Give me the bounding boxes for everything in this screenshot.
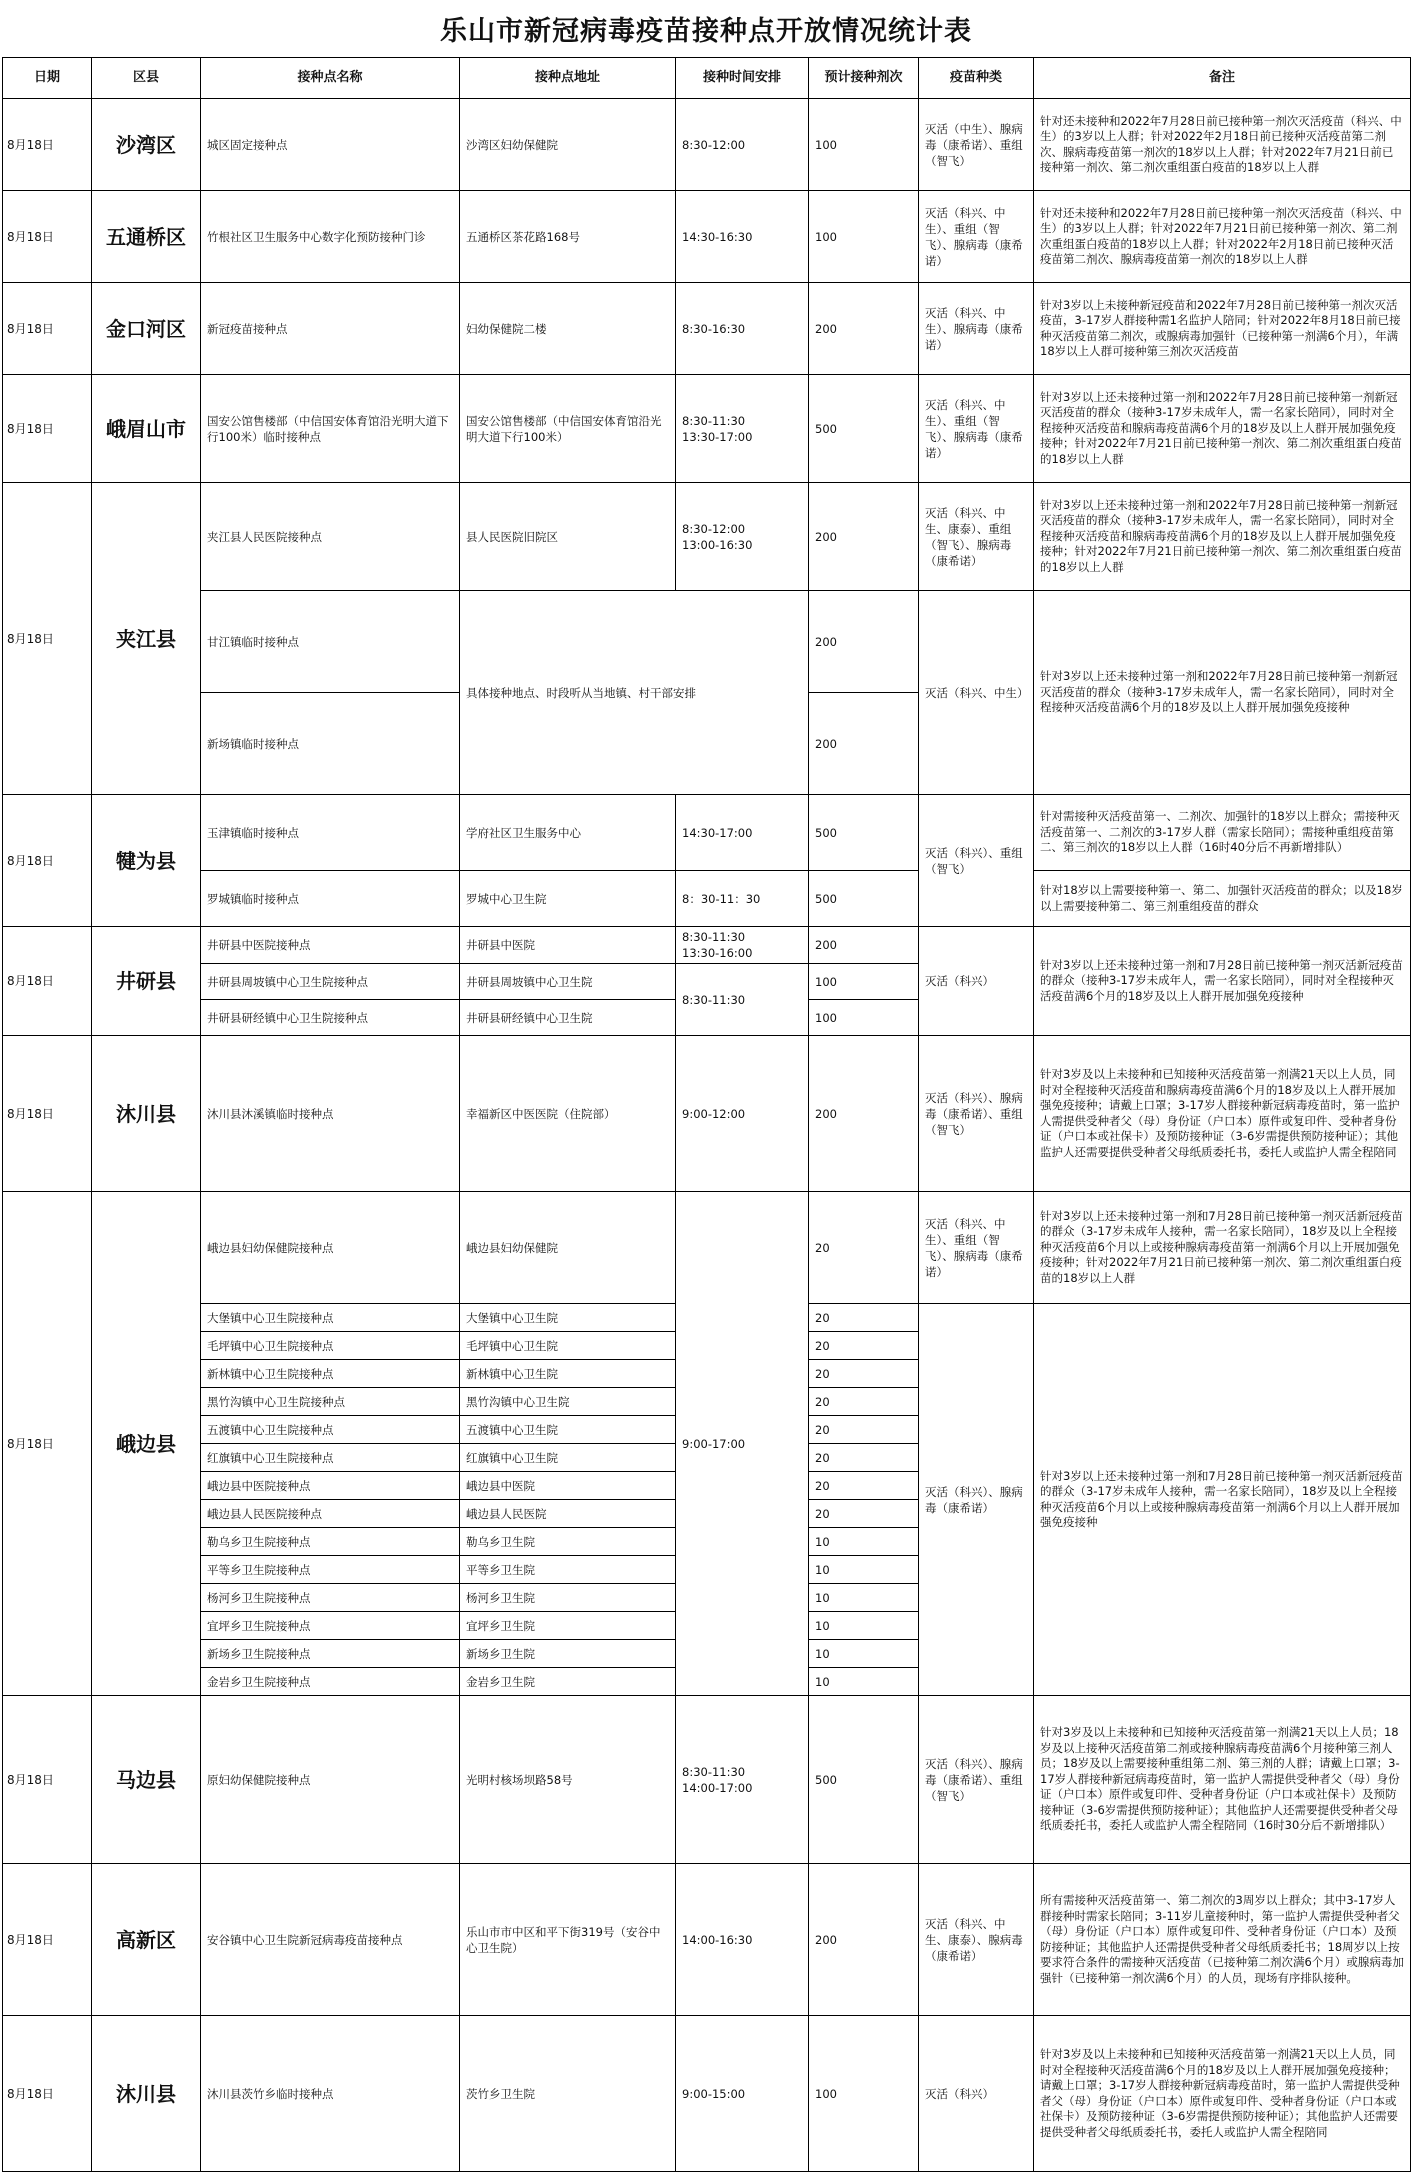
table-cell: 县人民医院旧院区 [460, 483, 676, 591]
table-cell: 峨边县中医院接种点 [201, 1472, 460, 1500]
table-row [3, 1192, 1411, 1304]
table-cell: 9:00-12:00 [676, 1036, 809, 1192]
table-cell: 甘江镇临时接种点 [201, 591, 460, 693]
note-cell: 针对还未接种和2022年7月28日前已接种第一剂次灭活疫苗（科兴、中生）的3岁以上人群；针对2022年2月18日前已接种灭活疫苗第二剂次、腺病毒疫苗第一剂次的18岁以上人群；针对2022年7月21日前已接种第一剂次、第二剂次重组蛋白疫苗的18岁以上人群 [1034, 99, 1411, 191]
table-cell: 100 [809, 964, 919, 1000]
table-cell: 灭活（科兴） [919, 2016, 1034, 2172]
table-cell: 9:00-17:00 [676, 1192, 809, 1696]
header-notes: 备注 [1034, 58, 1411, 99]
table-cell: 新场乡卫生院 [460, 1640, 676, 1668]
table-cell: 大堡镇中心卫生院接种点 [201, 1304, 460, 1332]
table-cell: 500 [809, 1696, 919, 1864]
table-row [3, 1864, 1411, 2016]
table-cell: 学府社区卫生服务中心 [460, 795, 676, 871]
table-cell: 10 [809, 1528, 919, 1556]
table-cell: 罗城镇临时接种点 [201, 871, 460, 927]
table-cell: 五渡镇中心卫生院接种点 [201, 1416, 460, 1444]
table-cell: 10 [809, 1584, 919, 1612]
header-vaccine-type: 疫苗种类 [919, 58, 1034, 99]
table-cell: 宜坪乡卫生院 [460, 1612, 676, 1640]
table-cell: 14:00-16:30 [676, 1864, 809, 2016]
date-cell: 8月18日 [3, 483, 92, 795]
table-cell: 平等乡卫生院 [460, 1556, 676, 1584]
table-cell: 毛坪镇中心卫生院接种点 [201, 1332, 460, 1360]
table-cell: 原妇幼保健院接种点 [201, 1696, 460, 1864]
table-cell: 茨竹乡卫生院 [460, 2016, 676, 2172]
table-cell: 9:00-15:00 [676, 2016, 809, 2172]
note-cell: 针对需接种灭活疫苗第一、二剂次、加强针的18岁以上群众；需接种灭活疫苗第一、二剂次的3-17岁人群（需家长陪同）；需接种重组疫苗第二、第三剂次的18岁以上人群（16时40分后不再新增排队） [1034, 795, 1411, 871]
table-cell: 红旗镇中心卫生院接种点 [201, 1444, 460, 1472]
table-row [3, 2016, 1411, 2172]
table-cell: 灭活（科兴、中生、康泰）、腺病毒（康希诺） [919, 1864, 1034, 2016]
table-cell: 20 [809, 1416, 919, 1444]
table-cell: 灭活（科兴、中生）、重组（智飞）、腺病毒（康希诺） [919, 1192, 1034, 1304]
table-cell: 灭活（科兴）、腺病毒（康希诺）、重组（智飞） [919, 1696, 1034, 1864]
table-cell: 14:30-16:30 [676, 191, 809, 283]
table-cell: 灭活（科兴、中生）、重组（智飞）、腺病毒（康希诺） [919, 191, 1034, 283]
table-cell: 沙湾区妇幼保健院 [460, 99, 676, 191]
table-cell: 安谷镇中心卫生院新冠病毒疫苗接种点 [201, 1864, 460, 2016]
table-cell: 8:30-11:30 13:30-17:00 [676, 375, 809, 483]
table-row [3, 283, 1411, 375]
table-cell: 金岩乡卫生院 [460, 1668, 676, 1696]
table-cell: 500 [809, 795, 919, 871]
table-cell: 杨河乡卫生院接种点 [201, 1584, 460, 1612]
table-cell: 乐山市市中区和平下街319号（安谷中心卫生院） [460, 1864, 676, 2016]
table-cell: 井研县中医院 [460, 927, 676, 964]
table-cell: 峨边县人民医院接种点 [201, 1500, 460, 1528]
table-cell: 20 [809, 1192, 919, 1304]
table-cell: 20 [809, 1472, 919, 1500]
table-cell: 井研县周坡镇中心卫生院接种点 [201, 964, 460, 1000]
table-row [3, 483, 1411, 591]
table-cell: 毛坪镇中心卫生院 [460, 1332, 676, 1360]
table-cell: 杨河乡卫生院 [460, 1584, 676, 1612]
table-row [3, 1036, 1411, 1192]
sheet-title: 乐山市新冠病毒疫苗接种点开放情况统计表 [440, 15, 972, 47]
table-cell: 大堡镇中心卫生院 [460, 1304, 676, 1332]
table-cell: 20 [809, 1360, 919, 1388]
table-cell: 玉津镇临时接种点 [201, 795, 460, 871]
table-cell: 200 [809, 283, 919, 375]
table-cell: 黑竹沟镇中心卫生院接种点 [201, 1388, 460, 1416]
table-cell: 罗城中心卫生院 [460, 871, 676, 927]
header-site-address: 接种点地址 [460, 58, 676, 99]
date-cell: 8月18日 [3, 1036, 92, 1192]
table-cell: 灭活（科兴、中生）、腺病毒（康希诺） [919, 283, 1034, 375]
note-cell: 针对18岁以上需要接种第一、第二、加强针灭活疫苗的群众；以及18岁以上需要接种第二、第三剂重组疫苗的群众 [1034, 871, 1411, 927]
table-cell: 沐川县茨竹乡临时接种点 [201, 2016, 460, 2172]
table-cell: 国安公馆售楼部（中信国安体育馆沿光明大道下行100米）临时接种点 [201, 375, 460, 483]
note-cell: 针对3岁以上还未接种过第一剂和2022年7月28日前已接种第一剂新冠灭活疫苗的群众（接种3-17岁未成年人，需一名家长陪同），同时对全程接种灭活疫苗和腺病毒疫苗满6个月的18岁及以上人群开展加强免疫接种；针对2022年7月21日前已接种第一剂次、第二剂次重组蛋白疫苗的18岁以上人群 [1034, 483, 1411, 591]
county-cell: 沐川县 [92, 1036, 201, 1192]
note-cell: 针对3岁及以上未接种和已知接种灭活疫苗第一剂满21天以上人员，同时对全程接种灭活疫苗满6个月的18岁及以上人群开展加强免疫接种；请戴上口罩；3-17岁人群接种新冠病毒疫苗时，第一监护人需提供受种者父（母）身份证（户口本）原件或复印件、受种者身份证（户口本或社保卡）及预防接种证（3-6岁需提供预防接种证）；其他监护人还需要提供受种者父母纸质委托书，委托人或监护人需全程陪同 [1034, 2016, 1411, 2172]
note-cell: 针对3岁以上还未接种过第一剂和2022年7月28日前已接种第一剂新冠灭活疫苗的群众（接种3-17岁未成年人，需一名家长陪同），同时对全程接种灭活疫苗和腺病毒疫苗满6个月的18岁及以上人群开展加强免疫接种；针对2022年7月21日前已接种第一剂次、第二剂次重组蛋白疫苗的18岁以上人群 [1034, 375, 1411, 483]
header-row [3, 58, 1411, 99]
table-cell: 100 [809, 2016, 919, 2172]
table-cell: 20 [809, 1304, 919, 1332]
table-cell: 500 [809, 871, 919, 927]
table-cell: 宜坪乡卫生院接种点 [201, 1612, 460, 1640]
table-cell: 20 [809, 1444, 919, 1472]
table-cell: 城区固定接种点 [201, 99, 460, 191]
table-cell: 峨边县妇幼保健院 [460, 1192, 676, 1304]
header-site-name: 接种点名称 [201, 58, 460, 99]
table-cell: 金岩乡卫生院接种点 [201, 1668, 460, 1696]
table-cell: 200 [809, 1864, 919, 2016]
county-cell: 沐川县 [92, 2016, 201, 2172]
note-cell: 针对3岁及以上未接种和已知接种灭活疫苗第一剂满21天以上人员；18岁及以上接种灭活疫苗第二剂或接种腺病毒疫苗满6个月接种第三剂人员；18岁及以上需要接种重组第二剂、第三剂的人群；请戴上口罩；3-17岁人群接种新冠病毒疫苗时，第一监护人需提供受种者父（母）身份证（户口本）原件或复印件、受种者身份证（户口本或社保卡）及预防接种证（3-6岁需提供预防接种证）；其他监护人还需要提供受种者父母纸质委托书，委托人或监护人需全程陪同（16时30分后不新增排队） [1034, 1696, 1411, 1864]
table-cell: 新林镇中心卫生院 [460, 1360, 676, 1388]
table-cell: 10 [809, 1668, 919, 1696]
county-cell: 高新区 [92, 1864, 201, 2016]
table-cell: 五渡镇中心卫生院 [460, 1416, 676, 1444]
table-cell: 灭活（科兴、中生） [919, 591, 1034, 795]
table-cell: 20 [809, 1500, 919, 1528]
table-cell: 20 [809, 1332, 919, 1360]
table-cell: 井研县中医院接种点 [201, 927, 460, 964]
table-row [3, 1696, 1411, 1864]
table-row [3, 795, 1411, 871]
county-cell: 沙湾区 [92, 99, 201, 191]
table-cell: 8:30-12:00 [676, 99, 809, 191]
table-cell: 平等乡卫生院接种点 [201, 1556, 460, 1584]
note-cell: 针对还未接种和2022年7月28日前已接种第一剂次灭活疫苗（科兴、中生）的3岁以上人群；针对2022年7月21日前已接种第一剂次、第二剂次重组蛋白疫苗的18岁以上人群；针对2022年2月18日前已接种灭活疫苗第二剂次、腺病毒疫苗第一剂次的18岁以上人群 [1034, 191, 1411, 283]
table-row [3, 99, 1411, 191]
table-cell: 500 [809, 375, 919, 483]
header-doses: 预计接种剂次 [809, 58, 919, 99]
table-cell: 五通桥区茶花路168号 [460, 191, 676, 283]
county-cell: 金口河区 [92, 283, 201, 375]
county-cell: 夹江县 [92, 483, 201, 795]
date-cell: 8月18日 [3, 795, 92, 927]
table-cell: 14:30-17:00 [676, 795, 809, 871]
note-cell: 针对3岁以上还未接种过第一剂和7月28日前已接种第一剂灭活新冠疫苗的群众（3-17岁未成年人接种，需一名家长陪同），18岁及以上全程接种灭活疫苗6个月以上或接种腺病毒疫苗第一剂满6个月以上开展加强免疫接种；针对2022年7月21日前已接种第一剂次、第二剂次重组蛋白疫苗的18岁以上人群 [1034, 1192, 1411, 1304]
note-cell: 所有需接种灭活疫苗第一、第二剂次的3周岁以上群众；其中3-17岁人群接种时需家长陪同；3-11岁儿童接种时，第一监护人需提供受种者父（母）身份证（户口本）原件或复印件、受种者身份证（户口本）及预防接种证；其他监护人还需提供受种者父母纸质委托书；18周岁以上按要求符合条件的需接种灭活疫苗（已接种第二剂次满6个月）或腺病毒加强针（已接种第一剂次满6个月）的人员，现场有序排队接种。 [1034, 1864, 1411, 2016]
table-cell: 200 [809, 591, 919, 693]
table-cell: 灭活（科兴、中生）、重组（智飞）、腺病毒（康希诺） [919, 375, 1034, 483]
table-cell: 灭活（科兴）、重组（智飞） [919, 795, 1034, 927]
table-cell: 夹江县人民医院接种点 [201, 483, 460, 591]
table-cell: 8：30-11：30 [676, 871, 809, 927]
date-cell: 8月18日 [3, 927, 92, 1036]
table-cell: 8:30-11:30 13:30-16:00 [676, 927, 809, 964]
table-row [3, 375, 1411, 483]
table-cell: 灭活（科兴） [919, 927, 1034, 1036]
header-date: 日期 [3, 58, 92, 99]
table-cell: 峨边县中医院 [460, 1472, 676, 1500]
note-cell: 针对3岁以上未接种新冠疫苗和2022年7月28日前已接种第一剂次灭活疫苗，3-17岁人群接种需1名监护人陪同；针对2022年8月18日前已接种灭活疫苗第二剂次，或腺病毒加强针（已接种第一剂满6个月），年满18岁以上人群可接种第三剂次灭活疫苗 [1034, 283, 1411, 375]
table-cell: 新场镇临时接种点 [201, 693, 460, 795]
table-cell: 20 [809, 1388, 919, 1416]
table-cell: 8:30-11:30 [676, 964, 809, 1036]
table-cell: 井研县周坡镇中心卫生院 [460, 964, 676, 1000]
table-cell: 峨边县妇幼保健院接种点 [201, 1192, 460, 1304]
table-cell: 竹根社区卫生服务中心数字化预防接种门诊 [201, 191, 460, 283]
date-cell: 8月18日 [3, 1696, 92, 1864]
table-cell: 200 [809, 483, 919, 591]
vaccination-table [2, 57, 1411, 2172]
date-cell: 8月18日 [3, 99, 92, 191]
county-cell: 五通桥区 [92, 191, 201, 283]
table-row [3, 927, 1411, 964]
table-row [3, 591, 1411, 693]
table-cell: 红旗镇中心卫生院 [460, 1444, 676, 1472]
table-cell: 具体接种地点、时段听从当地镇、村干部安排 [460, 591, 809, 795]
table-cell: 国安公馆售楼部（中信国安体育馆沿光明大道下行100米） [460, 375, 676, 483]
header-time: 接种时间安排 [676, 58, 809, 99]
date-cell: 8月18日 [3, 1192, 92, 1696]
table-cell: 200 [809, 927, 919, 964]
table-cell: 灭活（科兴、中生、康泰）、重组（智飞）、腺病毒（康希诺） [919, 483, 1034, 591]
county-cell: 马边县 [92, 1696, 201, 1864]
table-cell: 井研县研经镇中心卫生院接种点 [201, 1000, 460, 1036]
table-row [3, 871, 1411, 927]
header-county: 区县 [92, 58, 201, 99]
table-cell: 10 [809, 1612, 919, 1640]
table-cell: 灭活（科兴）、腺病毒（康希诺） [919, 1304, 1034, 1696]
county-cell: 峨边县 [92, 1192, 201, 1696]
table-cell: 井研县研经镇中心卫生院 [460, 1000, 676, 1036]
table-cell: 勒乌乡卫生院 [460, 1528, 676, 1556]
table-cell: 8:30-12:00 13:00-16:30 [676, 483, 809, 591]
date-cell: 8月18日 [3, 375, 92, 483]
table-cell: 黑竹沟镇中心卫生院 [460, 1388, 676, 1416]
date-cell: 8月18日 [3, 1864, 92, 2016]
table-cell: 8:30-16:30 [676, 283, 809, 375]
note-cell: 针对3岁以上还未接种过第一剂和2022年7月28日前已接种第一剂新冠灭活疫苗的群众（接种3-17岁未成年人，需一名家长陪同），同时对全程接种灭活疫苗满6个月的18岁及以上人群开展加强免疫接种 [1034, 591, 1411, 795]
date-cell: 8月18日 [3, 191, 92, 283]
table-cell: 新场乡卫生院接种点 [201, 1640, 460, 1668]
county-cell: 峨眉山市 [92, 375, 201, 483]
table-cell: 10 [809, 1556, 919, 1584]
county-cell: 井研县 [92, 927, 201, 1036]
table-cell: 10 [809, 1640, 919, 1668]
table-cell: 光明村核场坝路58号 [460, 1696, 676, 1864]
county-cell: 犍为县 [92, 795, 201, 927]
table-cell: 100 [809, 1000, 919, 1036]
table-cell: 8:30-11:30 14:00-17:00 [676, 1696, 809, 1864]
table-cell: 100 [809, 99, 919, 191]
table-cell: 幸福新区中医医院（住院部） [460, 1036, 676, 1192]
table-cell: 灭活（科兴）、腺病毒（康希诺）、重组（智飞） [919, 1036, 1034, 1192]
table-cell: 妇幼保健院二楼 [460, 283, 676, 375]
table-cell: 200 [809, 693, 919, 795]
note-cell: 针对3岁以上还未接种过第一剂和7月28日前已接种第一剂灭活新冠疫苗的群众（3-17岁未成年人接种，需一名家长陪同），18岁及以上全程接种灭活疫苗6个月以上或接种腺病毒疫苗第一剂满6个月以上人群开展加强免疫接种 [1034, 1304, 1411, 1696]
date-cell: 8月18日 [3, 2016, 92, 2172]
table-cell: 灭活（中生）、腺病毒（康希诺）、重组（智飞） [919, 99, 1034, 191]
note-cell: 针对3岁以上还未接种过第一剂和7月28日前已接种第一剂灭活新冠疫苗的群众（接种3-17岁未成年人，需一名家长陪同），同时对全程接种灭活疫苗满6个月的18岁及以上人群开展加强免疫接种 [1034, 927, 1411, 1036]
table-cell: 200 [809, 1036, 919, 1192]
table-cell: 沐川县沐溪镇临时接种点 [201, 1036, 460, 1192]
table-cell: 勒乌乡卫生院接种点 [201, 1528, 460, 1556]
table-cell: 100 [809, 191, 919, 283]
date-cell: 8月18日 [3, 283, 92, 375]
table-row [3, 191, 1411, 283]
table-cell: 新林镇中心卫生院接种点 [201, 1360, 460, 1388]
table-cell: 峨边县人民医院 [460, 1500, 676, 1528]
note-cell: 针对3岁及以上未接种和已知接种灭活疫苗第一剂满21天以上人员，同时对全程接种灭活疫苗和腺病毒疫苗满6个月的18岁及以上人群开展加强免疫接种；请戴上口罩；3-17岁人群接种新冠病毒疫苗时，第一监护人需提供受种者父（母）身份证（户口本）原件或复印件、受种者身份证（户口本或社保卡）及预防接种证（3-6岁需提供预防接种证）；其他监护人还需要提供受种者父母纸质委托书，委托人或监护人需全程陪同 [1034, 1036, 1411, 1192]
table-cell: 新冠疫苗接种点 [201, 283, 460, 375]
